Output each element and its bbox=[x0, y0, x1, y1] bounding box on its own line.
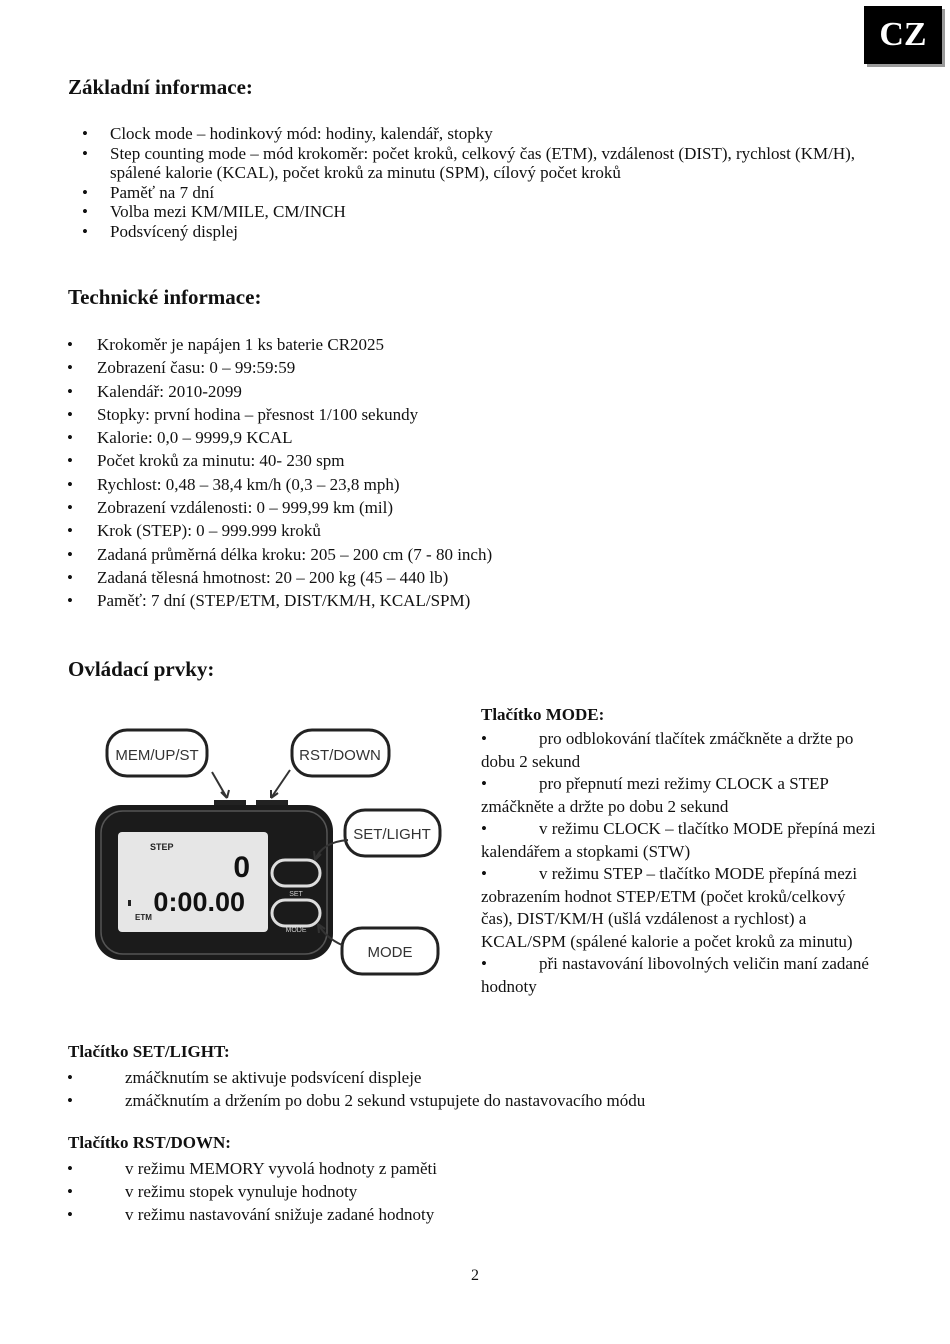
set-small-label: SET bbox=[289, 891, 303, 898]
rst-down-heading: Tlačítko RST/DOWN: bbox=[68, 1133, 231, 1152]
list-item: • Zobrazení vzdálenosti: 0 – 999,99 km (mil) bbox=[97, 496, 697, 519]
set-button[interactable] bbox=[272, 860, 320, 886]
basic-info-list bbox=[110, 124, 900, 241]
set-light-label: SET/LIGHT bbox=[353, 826, 431, 843]
list-item: • Podsvícený displej bbox=[110, 222, 900, 242]
list-item: • Stopky: první hodina – přesnost 1/100 sekundy bbox=[97, 403, 697, 426]
list-item: • Počet kroků za minutu: 40- 230 spm bbox=[97, 449, 697, 472]
mode-button-list bbox=[481, 728, 881, 998]
lcd-etm-label: ETM bbox=[135, 913, 152, 922]
mode-button[interactable] bbox=[272, 900, 320, 926]
list-item: • pro přepnutí mezi režimy CLOCK a STEP zmáčkněte a držte po dobu 2 sekund bbox=[481, 774, 829, 816]
list-item: • Zadaná průměrná délka kroku: 205 – 200 cm (7 - 80 inch) bbox=[97, 543, 697, 566]
mode-small-label: MODE bbox=[285, 927, 307, 934]
list-item-text: v režimu CLOCK – tlačítko MODE přepíná mezi kalendářem a stopkami (STW) bbox=[481, 819, 876, 861]
set-light-list bbox=[125, 1066, 825, 1112]
heading-basic-info: Základní informace: bbox=[68, 75, 253, 99]
lcd-time-value: 0:00.00 bbox=[153, 887, 245, 917]
list-item: • Clock mode – hodinkový mód: hodiny, kalendář, stopky bbox=[110, 124, 900, 144]
page-number: 2 bbox=[471, 1267, 479, 1284]
heading-controls: Ovládací prvky: bbox=[68, 657, 215, 681]
list-item: • Krokoměr je napájen 1 ks baterie CR2025 bbox=[97, 333, 697, 356]
list-item-text: pro odblokování tlačítek zmáčkněte a držte po dobu 2 sekund bbox=[481, 729, 854, 771]
mem-up-st-label: MEM/UP/ST bbox=[115, 747, 199, 764]
set-light-callout bbox=[345, 810, 440, 856]
list-item: • zmáčknutím a držením po dobu 2 sekund vstupujete do nastavovacího módu bbox=[125, 1089, 825, 1112]
mode-callout bbox=[342, 928, 438, 974]
list-item: • Step counting mode – mód krokoměr: počet kroků, celkový čas (ETM), vzdálenost (DIST), rychlost (KM/H), spálené kalorie (KCAL), počet kroků za minutu (SPM), cílový počet kroků bbox=[110, 144, 900, 183]
set-light-heading: Tlačítko SET/LIGHT: bbox=[68, 1042, 230, 1061]
list-item: • při nastavování libovolných veličin maní zadané hodnoty bbox=[481, 954, 869, 996]
list-item: • Zadaná tělesná hmotnost: 20 – 200 kg (45 – 440 lb) bbox=[97, 566, 697, 589]
list-item: • Rychlost: 0,48 – 38,4 km/h (0,3 – 23,8 mph) bbox=[97, 473, 697, 496]
list-item: • Krok (STEP): 0 – 999.999 kroků bbox=[97, 519, 697, 542]
rst-down-callout bbox=[292, 730, 389, 776]
pedometer-diagram bbox=[90, 720, 450, 980]
mem-up-st-callout bbox=[107, 730, 207, 776]
technical-info-list bbox=[97, 333, 697, 613]
list-item: • Paměť: 7 dní (STEP/ETM, DIST/KM/H, KCAL/SPM) bbox=[97, 589, 697, 612]
list-item-text: pro přepnutí mezi režimy CLOCK a STEP zmáčkněte a držte po dobu 2 sekund bbox=[481, 774, 829, 816]
list-item-text: v režimu STEP – tlačítko MODE přepíná mezi zobrazením hodnot STEP/ETM (počet kroků/celkový čas), DIST/KM/H (ušlá vzdálenost a rychlost) a KCAL/SPM (spálené kalorie a počet kroků za minutu) bbox=[481, 864, 858, 951]
list-item: • v režimu nastavování snižuje zadané hodnoty bbox=[125, 1203, 825, 1226]
mode-label: MODE bbox=[367, 944, 413, 961]
lcd-step-value: 0 bbox=[233, 851, 250, 884]
list-item: • Zobrazení času: 0 – 99:59:59 bbox=[97, 356, 697, 379]
list-item-text: při nastavování libovolných veličin maní zadané hodnoty bbox=[481, 954, 869, 996]
heading-technical-info: Technické informace: bbox=[68, 285, 262, 309]
list-item: • v režimu stopek vynuluje hodnoty bbox=[125, 1180, 825, 1203]
lcd-step-label: STEP bbox=[150, 842, 174, 852]
list-item: • Kalendář: 2010-2099 bbox=[97, 380, 697, 403]
mode-button-heading: Tlačítko MODE: bbox=[481, 705, 605, 724]
list-item: • Kalorie: 0,0 – 9999,9 KCAL bbox=[97, 426, 697, 449]
list-item: • v režimu MEMORY vyvolá hodnoty z paměti bbox=[125, 1157, 825, 1180]
rst-down-list bbox=[125, 1157, 825, 1226]
list-item: • zmáčknutím se aktivuje podsvícení displeje bbox=[125, 1066, 825, 1089]
list-item: • Paměť na 7 dní bbox=[110, 183, 900, 203]
list-item: • pro odblokování tlačítek zmáčkněte a držte po dobu 2 sekund bbox=[481, 729, 854, 771]
list-item: • v režimu STEP – tlačítko MODE přepíná mezi zobrazením hodnot STEP/ETM (počet kroků/celkový čas), DIST/KM/H (ušlá vzdálenost a rychlost) a KCAL/SPM (spálené kalorie a počet kroků za minutu) bbox=[481, 864, 858, 951]
rst-down-label: RST/DOWN bbox=[299, 747, 381, 764]
language-badge: CZ bbox=[864, 6, 942, 64]
list-item: • v režimu CLOCK – tlačítko MODE přepíná mezi kalendářem a stopkami (STW) bbox=[481, 819, 876, 861]
list-item: • Volba mezi KM/MILE, CM/INCH bbox=[110, 202, 900, 222]
